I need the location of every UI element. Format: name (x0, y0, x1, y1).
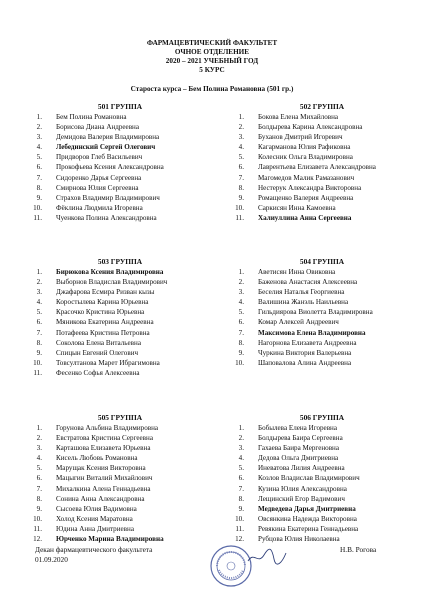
student-number: 8. (36, 338, 42, 347)
student-name: Ревякина Екатерина Геннадьевна (258, 524, 359, 533)
student-name: Нестерук Александра Викторовна (258, 183, 362, 192)
student-row (20, 524, 220, 534)
student-number: 4. (238, 454, 244, 463)
student-number: 2. (36, 434, 42, 443)
student-number: 1. (36, 113, 42, 121)
student-row (20, 348, 220, 358)
student-number: 8. (36, 183, 42, 192)
course-title: 5 КУРС (199, 66, 225, 74)
student-number: 6. (238, 163, 244, 172)
student-name: Юрченко Марина Владимировна (56, 535, 164, 544)
student-row (20, 132, 220, 142)
student-number: 10. (235, 514, 244, 523)
student-row (222, 433, 422, 443)
student-number: 8. (238, 183, 244, 192)
student-number: 3. (238, 444, 244, 453)
student-name: Бокова Елена Михайловна (258, 113, 339, 121)
student-number: 9. (238, 504, 244, 513)
student-row (222, 203, 422, 213)
student-row (20, 267, 220, 277)
student-number: 10. (33, 203, 42, 212)
student-name: Чуркина Виктория Валерьевна (258, 348, 352, 357)
student-number: 2. (238, 278, 244, 287)
student-number: 11. (33, 213, 42, 222)
student-name: Джафарова Есмира Ризван кызы (56, 288, 155, 297)
student-row (222, 162, 422, 172)
student-name: Болдырева Баира Сергеевна (258, 434, 343, 443)
student-name: Кагарманова Юлия Рафиковна (258, 143, 351, 152)
student-number: 4. (36, 298, 42, 307)
student-number: 1. (36, 424, 42, 432)
student-row (222, 484, 422, 494)
student-name: Козлов Владислав Владимирович (258, 474, 360, 483)
student-row (20, 152, 220, 162)
student-number: 4. (36, 143, 42, 152)
student-row (222, 152, 422, 162)
student-row (20, 534, 220, 544)
student-number: 10. (33, 358, 42, 367)
student-name: Фесенко Софья Алексеевна (56, 368, 140, 377)
student-number: 7. (36, 328, 42, 337)
student-row (20, 193, 220, 203)
student-row (20, 122, 220, 132)
student-number: 4. (36, 454, 42, 463)
student-number: 9. (36, 504, 42, 513)
department-title: ОЧНОЕ ОТДЕЛЕНИЕ (174, 48, 250, 56)
student-number: 1. (238, 268, 244, 276)
student-row (20, 494, 220, 504)
dean-label: Декан фармацевтического факультета (35, 545, 153, 554)
student-name: Беселия Наталья Георгиевна (258, 288, 345, 297)
student-name: Овсянкина Надежда Викторовна (258, 514, 357, 523)
student-number: 5. (238, 153, 244, 162)
student-number: 11. (235, 524, 244, 533)
student-number: 2. (36, 278, 42, 287)
student-row (222, 142, 422, 152)
student-name: Колесник Ольга Владимировна (258, 153, 353, 162)
student-name: Дедова Ольга Дмитриевна (258, 454, 339, 463)
student-name: Бирюкова Ксения Владимировна (56, 268, 164, 276)
student-name: Коростылева Карина Юрьевна (56, 298, 149, 307)
student-number: 8. (238, 338, 244, 347)
student-row (222, 453, 422, 463)
student-row (20, 112, 220, 122)
student-row (222, 463, 422, 473)
year-title: 2020 – 2021 УЧЕБНЫЙ ГОД (165, 57, 259, 65)
student-row (222, 267, 422, 277)
student-row (20, 463, 220, 473)
student-row (222, 338, 422, 348)
student-number: 5. (238, 464, 244, 473)
student-number: 6. (238, 318, 244, 327)
student-name: Кисель Любовь Романовна (56, 454, 138, 463)
student-name: Чуенкова Полина Александровна (56, 213, 157, 222)
student-number: 3. (36, 444, 42, 453)
student-row (20, 173, 220, 183)
student-number: 8. (238, 494, 244, 503)
student-row (222, 213, 422, 223)
student-name: Прокофьева Ксения Александровна (56, 163, 164, 172)
student-row (222, 328, 422, 338)
group-title: 505 ГРУППА (97, 413, 143, 422)
student-row (222, 173, 422, 183)
student-name: Товсултанова Марет Ибрагимовна (56, 358, 160, 367)
student-row (20, 423, 220, 433)
student-name: Саркисян Инна Камоевна (258, 203, 336, 212)
student-name: Аветисян Инна Овиковна (258, 268, 336, 276)
student-name: Мяникова Екатерина Андреевна (56, 318, 154, 327)
student-number: 6. (36, 163, 42, 172)
student-name: Бобылева Елена Игоревна (258, 424, 337, 432)
student-number: 6. (36, 318, 42, 327)
student-number: 5. (36, 464, 42, 473)
student-number: 10. (33, 514, 42, 523)
student-name: Болдырева Карина Александровна (258, 123, 363, 132)
student-name: Шаповалова Алина Андреевна (258, 358, 352, 367)
group-block (20, 256, 220, 378)
student-number: 11. (33, 368, 42, 377)
student-row (222, 317, 422, 327)
student-number: 12. (235, 535, 244, 544)
student-name: Михалкина Алена Геннадьевна (56, 484, 151, 493)
student-row (20, 297, 220, 307)
group-block (222, 412, 422, 544)
student-name: Иневатова Лилия Андреевна (258, 464, 345, 473)
student-row (222, 494, 422, 504)
group-title: 504 ГРУППА (299, 257, 345, 266)
student-number: 9. (238, 348, 244, 357)
student-number: 1. (238, 113, 244, 121)
student-row (222, 534, 422, 544)
student-row (20, 453, 220, 463)
student-row (20, 514, 220, 524)
student-row (20, 338, 220, 348)
student-name: Магомедов Малик Рамазанович (258, 173, 355, 182)
student-number: 10. (235, 203, 244, 212)
student-name: Гильдиярова Виолетта Владимировна (258, 308, 373, 317)
student-number: 12. (33, 535, 42, 544)
student-name: Страхов Владимир Владимирович (56, 193, 160, 202)
student-row (20, 473, 220, 483)
student-name: Придворов Глеб Васильевич (56, 153, 143, 162)
student-number: 3. (36, 288, 42, 297)
student-number: 4. (238, 143, 244, 152)
student-number: 2. (238, 123, 244, 132)
student-name: Выборнов Владислав Владимирович (56, 278, 168, 287)
student-row (20, 368, 220, 378)
student-name: Холод Ксения Маратовна (56, 514, 133, 523)
student-row (20, 213, 220, 223)
student-row (222, 443, 422, 453)
student-row (20, 183, 220, 193)
group-title: 506 ГРУППА (299, 413, 345, 422)
student-row (222, 287, 422, 297)
student-name: Марущак Ксения Викторовна (56, 464, 146, 473)
group-block (222, 101, 422, 223)
student-row (222, 473, 422, 483)
student-number: 3. (238, 288, 244, 297)
student-name: Демидова Валерия Владимировна (56, 133, 160, 142)
student-row (222, 524, 422, 534)
student-name: Рубцова Юлия Николаевна (258, 535, 340, 544)
student-row (222, 348, 422, 358)
student-name: Сидоренко Дарья Сергеевна (56, 173, 142, 182)
student-name: Красочко Кристина Юрьевна (56, 308, 145, 317)
group-title: 502 ГРУППА (299, 102, 345, 111)
student-number: 3. (238, 133, 244, 142)
student-row (20, 162, 220, 172)
student-name: Лебединский Сергей Олегович (56, 143, 156, 152)
student-row (222, 423, 422, 433)
student-number: 9. (36, 348, 42, 357)
student-name: Максимова Елена Владимировна (258, 328, 366, 337)
document-date: 01.09.2020 (35, 555, 68, 564)
student-name: Сысоева Юлия Вадимовна (56, 504, 137, 513)
student-row (20, 317, 220, 327)
student-number: 7. (36, 173, 42, 182)
student-row (222, 307, 422, 317)
student-number: 6. (36, 474, 42, 483)
student-row (222, 112, 422, 122)
student-row (20, 358, 220, 368)
student-number: 8. (36, 494, 42, 503)
student-name: Соколова Елена Витальевна (56, 338, 141, 347)
student-number: 5. (36, 153, 42, 162)
student-name: Потафеева Кристина Петровна (56, 328, 150, 337)
faculty-title: ФАРМАЦЕВТИЧЕСКИЙ ФАКУЛЬТЕТ (146, 39, 278, 47)
student-name: Борисова Диана Андреевна (56, 123, 140, 132)
student-number: 9. (36, 193, 42, 202)
student-name: Мацыгин Виталий Михайлович (56, 474, 153, 483)
student-number: 7. (36, 484, 42, 493)
student-row (222, 514, 422, 524)
student-number: 5. (238, 308, 244, 317)
student-name: Кузина Юлия Александровна (258, 484, 347, 493)
student-number: 2. (36, 123, 42, 132)
student-row (20, 328, 220, 338)
group-title: 501 ГРУППА (97, 102, 143, 111)
student-number: 6. (238, 474, 244, 483)
student-row (20, 277, 220, 287)
student-row (20, 142, 220, 152)
student-number: 7. (238, 173, 244, 182)
student-name: Комар Алексей Андреевич (258, 318, 339, 327)
student-row (222, 183, 422, 193)
student-name: Карташова Елизавета Юрьевна (56, 444, 151, 453)
dean-name: Н.В. Рогова (340, 545, 377, 554)
student-name: Халиуллина Анна Сергеевна (258, 213, 352, 222)
student-row (222, 358, 422, 368)
student-number: 4. (238, 298, 244, 307)
student-name: Фёклина Людмила Игоревна (56, 203, 143, 212)
group-block (222, 256, 422, 368)
course-head-line: Староста курса – Бем Полина Романовна (501 гр.) (130, 85, 294, 93)
group-title: 503 ГРУППА (97, 257, 143, 266)
student-row (222, 297, 422, 307)
student-name: Гахаева Баира Мергеновна (258, 444, 339, 453)
student-number: 1. (238, 424, 244, 432)
student-name: Горунова Альбина Владимировна (56, 424, 159, 432)
student-name: Буханов Дмитрий Игоревич (258, 133, 343, 142)
student-row (20, 433, 220, 443)
student-name: Бем Полина Романовна (56, 113, 127, 121)
student-number: 3. (36, 133, 42, 142)
signature-icon (246, 547, 288, 567)
student-name: Баженова Анастасия Алексеевна (258, 278, 358, 287)
student-number: 11. (33, 524, 42, 533)
student-row (222, 122, 422, 132)
student-row (20, 504, 220, 514)
group-block (20, 101, 220, 223)
student-number: 5. (36, 308, 42, 317)
student-number: 2. (238, 434, 244, 443)
student-name: Сонина Анна Александровна (56, 494, 145, 503)
student-row (20, 307, 220, 317)
student-name: Спицын Евгений Олегович (56, 348, 139, 357)
student-name: Евстратова Кристина Сергеевна (56, 434, 153, 443)
student-name: Валишина Жанэль Наильевна (258, 298, 349, 307)
student-number: 11. (235, 213, 244, 222)
student-row (222, 193, 422, 203)
student-row (20, 203, 220, 213)
group-block (20, 412, 220, 544)
student-row (20, 484, 220, 494)
student-row (20, 287, 220, 297)
student-name: Лещинский Егор Вадимович (258, 494, 345, 503)
student-number: 7. (238, 484, 244, 493)
student-row (222, 504, 422, 514)
student-row (222, 277, 422, 287)
student-name: Ромащенко Валерия Андреевна (258, 193, 354, 202)
student-name: Юдина Анна Дмитриевна (56, 524, 134, 533)
student-row (222, 132, 422, 142)
student-name: Медведева Дарья Дмитриевна (258, 504, 356, 513)
student-row (20, 443, 220, 453)
student-number: 9. (238, 193, 244, 202)
student-name: Нагорнова Елизавета Андреевна (258, 338, 357, 347)
student-name: Смирнова Юлия Сергеевна (56, 183, 139, 192)
student-number: 10. (235, 358, 244, 367)
student-name: Лаврентьева Елизавета Александровна (258, 163, 376, 172)
student-number: 1. (36, 268, 42, 276)
student-number: 7. (238, 328, 244, 337)
